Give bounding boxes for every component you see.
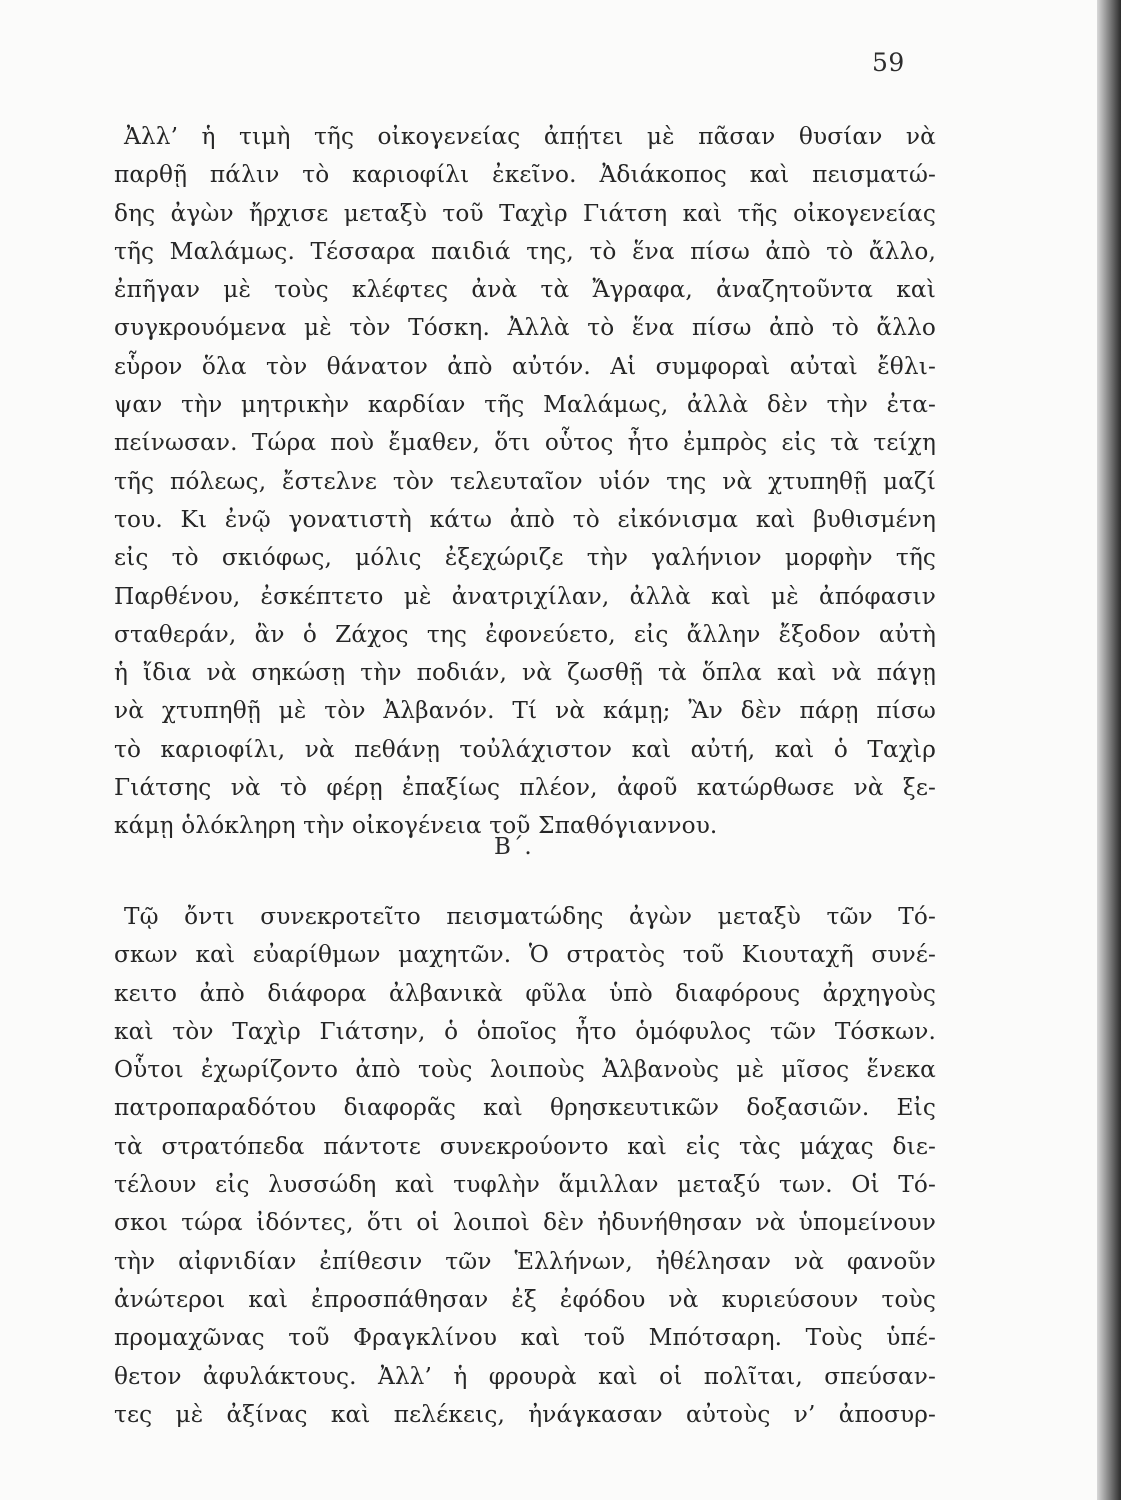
text-line: ἀνώτεροι καὶ ἐπροσπάθησαν ἐξ ἐφόδου νὰ κυριεύσουν τοὺς	[114, 1285, 936, 1313]
text-line: σκων καὶ εὐαρίθμων μαχητῶν. Ὁ στρατὸς τοῦ Κιουταχῆ συνέ-	[114, 941, 936, 969]
text-line: κειτο ἀπὸ διάφορα ἀλβανικὰ φῦλα ὑπὸ διαφόρους ἀρχηγοὺς	[114, 979, 936, 1007]
text-line: προμαχῶνας τοῦ Φραγκλίνου καὶ τοῦ Μπότσαρη. Τοὺς ὑπέ-	[114, 1324, 936, 1352]
text-line: τὰ στρατόπεδα πάντοτε συνεκρούοντο καὶ εἰς τὰς μάχας διε-	[114, 1132, 936, 1160]
text-line: δης ἀγὼν ἤρχισε μεταξὺ τοῦ Ταχὶρ Γιάτση καὶ τῆς οἰκογενείας	[114, 199, 936, 227]
text-line: συγκρουόμενα μὲ τὸν Τόσκη. Ἀλλὰ τὸ ἕνα πίσω ἀπὸ τὸ ἄλλο	[114, 314, 936, 342]
paragraph-1	[114, 118, 936, 846]
text-line: του. Κι ἐνῷ γονατιστὴ κάτω ἀπὸ τὸ εἰκόνισμα καὶ βυθισμένη	[114, 505, 936, 533]
text-line: εὗρον ὅλα τὸν θάνατον ἀπὸ αὐτόν. Αἱ συμφοραὶ αὐταὶ ἔθλι-	[114, 352, 936, 380]
text-line: τέλουν εἰς λυσσώδη καὶ τυφλὴν ἅμιλλαν μεταξύ των. Οἱ Τό-	[114, 1171, 936, 1199]
text-line: τὸ καριοφίλι, νὰ πεθάνῃ τοὐλάχιστον καὶ αὐτή, καὶ ὁ Ταχὶρ	[114, 735, 936, 763]
text-line: νὰ χτυπηθῇ μὲ τὸν Ἀλβανόν. Τί νὰ κάμῃ; Ἂν δὲν πάρῃ πίσω	[114, 697, 936, 725]
text-line: τῆς πόλεως, ἔστελνε τὸν τελευταῖον υἱόν της νὰ χτυπηθῇ μαζί	[114, 467, 936, 495]
text-line: πείνωσαν. Τώρα ποὺ ἔμαθεν, ὅτι οὗτος ἦτο ἐμπρὸς εἰς τὰ τείχη	[114, 429, 936, 457]
text-line: σκοι τώρα ἰδόντες, ὅτι οἱ λοιποὶ δὲν ἠδυνήθησαν νὰ ὑπομείνουν	[114, 1209, 936, 1237]
text-line: Τῷ ὄντι συνεκροτεῖτο πεισματώδης ἀγὼν μεταξὺ τῶν Τό-	[124, 903, 936, 930]
text-line: ἐπῆγαν μὲ τοὺς κλέφτες ἀνὰ τὰ Ἄγραφα, ἀναζητοῦντα καὶ	[114, 276, 936, 304]
section-heading: Β΄.	[494, 834, 533, 860]
text-line: κάμῃ ὁλόκληρη τὴν οἰκογένεια τοῦ Σπαθόγιαννου.	[114, 812, 718, 840]
text-line: παρθῇ πάλιν τὸ καριοφίλι ἐκεῖνο. Ἀδιάκοπος καὶ πεισματώ-	[114, 161, 936, 189]
text-line: ψαν τὴν μητρικὴν καρδίαν τῆς Μαλάμως, ἀλλὰ δὲν τὴν ἐτα-	[114, 391, 936, 419]
text-line: σταθεράν, ἂν ὁ Ζάχος της ἐφονεύετο, εἰς ἄλλην ἔξοδον αὐτὴ	[114, 620, 936, 648]
paragraph-2	[114, 898, 936, 1434]
text-line: Οὗτοι ἐχωρίζοντο ἀπὸ τοὺς λοιποὺς Ἀλβανοὺς μὲ μῖσος ἕνεκα	[114, 1056, 936, 1084]
text-line: καὶ τὸν Ταχὶρ Γιάτσην, ὁ ὁποῖος ἦτο ὁμόφυλος τῶν Τόσκων.	[114, 1017, 936, 1045]
page-number: 59	[872, 48, 905, 77]
text-line: εἰς τὸ σκιόφως, μόλις ἐξεχώριζε τὴν γαλήνιον μορφὴν τῆς	[114, 544, 936, 572]
text-line: Γιάτσης νὰ τὸ φέρῃ ἐπαξίως πλέον, ἀφοῦ κατώρθωσε νὰ ξε-	[114, 774, 936, 802]
text-line: τες μὲ ἀξίνας καὶ πελέκεις, ἠνάγκασαν αὐτοὺς ν’ ἀποσυρ-	[114, 1400, 936, 1428]
text-line: Ἀλλ’ ἡ τιμὴ τῆς οἰκογενείας ἀπῄτει μὲ πᾶσαν θυσίαν νὰ	[124, 123, 936, 150]
text-line: πατροπαραδότου διαφορᾶς καὶ θρησκευτικῶν δοξασιῶν. Εἰς	[114, 1094, 936, 1122]
text-line: τὴν αἰφνιδίαν ἐπίθεσιν τῶν Ἑλλήνων, ἠθέλησαν νὰ φανοῦν	[114, 1247, 936, 1275]
text-line: ἡ ἴδια νὰ σηκώσῃ τὴν ποδιάν, νὰ ζωσθῇ τὰ ὅπλα καὶ νὰ πάγῃ	[114, 659, 936, 687]
text-line: Παρθένου, ἐσκέπτετο μὲ ἀνατριχίλαν, ἀλλὰ καὶ μὲ ἀπόφασιν	[114, 582, 936, 610]
text-line: θετον ἀφυλάκτους. Ἀλλ’ ἡ φρουρὰ καὶ οἱ πολῖται, σπεύσαν-	[114, 1362, 936, 1390]
text-line: τῆς Μαλάμως. Τέσσαρα παιδιά της, τὸ ἕνα πίσω ἀπὸ τὸ ἄλλο,	[114, 237, 936, 265]
page-edge-shadow	[1097, 0, 1121, 1500]
